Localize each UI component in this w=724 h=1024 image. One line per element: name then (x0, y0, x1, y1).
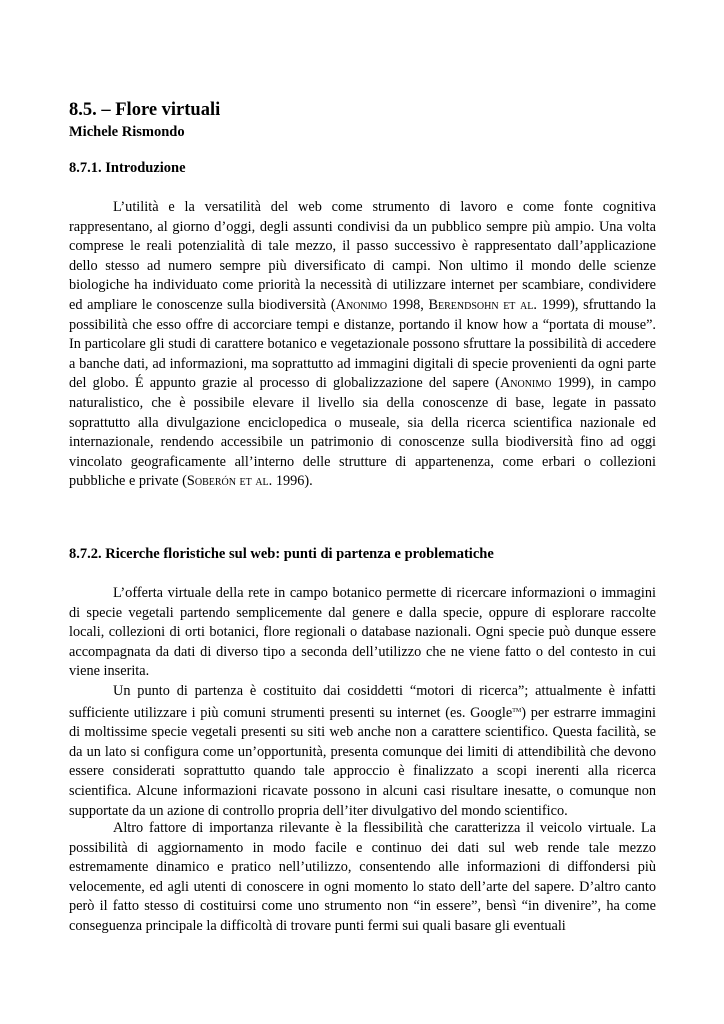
text-run: ) per estrarre immagini di moltissime specie vegetali presenti su siti web anche non a carattere scientifico. Questa facilità, se da un lato si configura come un’opportunità, presenta comunque dei limiti di attendibilità che devono essere considerati soprattutto quando tale approccio è finalizzato a scopi inerenti alla ricerca scientifica. Alcune informazioni ricavate possono in alcuni casi risultare inesatte, o comunque non supportate da un azione di controllo propria dell’iter divulgativo del mondo scientifico. (69, 704, 656, 819)
citation-author: Anonimo (499, 375, 552, 392)
section-heading-introduzione: 8.7.1. Introduzione (69, 160, 186, 176)
text-run: L’utilità e la versatilità del web come strumento di lavoro e come fonte cognitiva rappresentano, al giorno d’oggi, degli assunti condivisi da un pubblico sempre più ampio. Una volta comprese le reali potenzialità di tale mezzo, il passo successivo è rappresentato dall’applicazione dello stesso ad numero sempre più diversificato di campi. Non ultimo il mondo delle scienze biologiche ha individuato come priorità la necessità di utilizzare internet per scambiare, condividere ed ampliare le conoscenze sulla biodiversità ( (69, 199, 656, 313)
citation-author: Anonimo (335, 296, 388, 313)
text-run: 1998, (387, 296, 429, 313)
text-run: L’offerta virtuale della rete in campo botanico permette di ricercare informazioni o immagini di specie vegetali partendo semplicemente dal genere e dalla specie, oppure di esplorare raccolte locali, collezioni di orti botanici, flore regionali o database nazionali. Ogni specie può dunque essere accompagnata da dati di diverso tipo a seconda dell’utilizzo che ne viene fatto o del contesto in cui viene inserita. (69, 585, 656, 680)
citation-author: Berendsohn et al. (428, 296, 537, 313)
author-name: Michele Rismondo (69, 124, 185, 140)
text-run: 1996). (272, 473, 313, 490)
paragraph-flessibilita (69, 819, 656, 937)
text-run: 1999), in campo naturalistico, che è possibile elevare il livello sia della conoscenze di base, legate in passato soprattutto alla divulgazione enciclopedica o museale, sia della ricerca scientifica nazionale ed internazionale, rendendo accessibile un patrimonio di conoscenze sulla biodiversità fino ad oggi vincolato geograficamente all’interno delle strutture di appartenenza, come erbari o collezioni pubbliche e private ( (69, 375, 656, 490)
text-run: 1999), sfruttando la possibilità che esso offre di accorciare tempi e distanze, portando il know how a “portata di mouse”. In particolare gli studi di carattere botanico e vegetazionale possono sfruttare la possibilità di accedere a banche dati, ad informazioni, ma soprattutto ad immagini digitali di specie provenienti da ogni parte del globo. É appunto grazie al processo di globalizzazione del sapere ( (69, 296, 656, 392)
paragraph-introduzione (69, 198, 656, 492)
chapter-title: 8.5. – Flore virtuali (69, 100, 221, 120)
citation-author: Soberón et al. (186, 473, 273, 490)
section-heading-ricerche-floristiche: 8.7.2. Ricerche floristiche sul web: punti di partenza e problematiche (69, 546, 494, 562)
trademark-mark: TM (512, 707, 522, 714)
text-run: Altro fattore di importanza rilevante è la flessibilità che caratterizza il veicolo virtuale. La possibilità di aggiornamento in modo facile e continuo dei dati sul web rende tale mezzo estremamente dinamico e pratico nell’utilizzo, consentendo alle informazioni di diffondersi più velocemente, ed agli utenti di conoscere in ogni momento lo stato dell’arte del sapere. D’altro canto però il fatto stesso di costituirsi come uno strumento non “in essere”, bensì “in divenire”, ha come conseguenza principale la difficoltà di trovare punti fermi sui quali basare gli eventuali (69, 820, 656, 934)
paragraph-motori-di-ricerca (69, 682, 656, 821)
paragraph-offerta-virtuale (69, 584, 656, 682)
text-run: Un punto di partenza è costituito dai cosiddetti “motori di ricerca”; attualmente è infatti sufficiente utilizzare i più comuni strumenti presenti su internet (es. Google (69, 683, 656, 721)
